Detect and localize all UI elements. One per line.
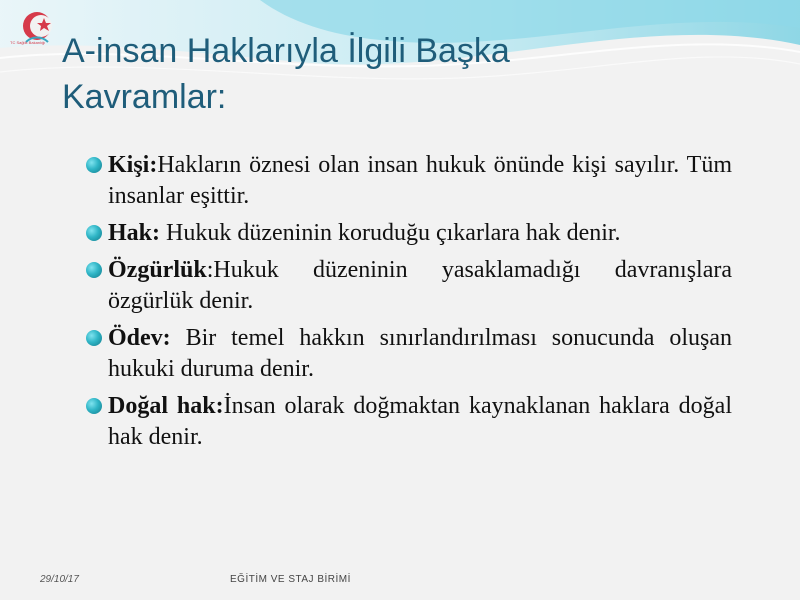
item-text: İnsan olarak doğmaktan kaynaklanan haklara doğal hak denir. [108, 393, 732, 450]
bullet-list [84, 150, 732, 459]
item-text: :Hukuk düzeninin yasaklamadığı davranışlara özgürlük denir. [108, 257, 732, 314]
list-item [84, 218, 732, 249]
item-term: Kişi: [108, 152, 158, 178]
list-item [84, 391, 732, 453]
logo-caption: TC Sağlık Bakanlığı [10, 40, 46, 45]
slide-title [62, 28, 762, 120]
item-text: Hukuk düzeninin koruduğu çıkarlara hak denir. [160, 220, 621, 246]
ministry-crescent-star-logo-icon [14, 6, 60, 66]
item-term: Özgürlük [108, 257, 207, 283]
item-term: Doğal hak: [108, 393, 224, 419]
teal-sphere-bullet-icon [86, 330, 102, 346]
item-term: Hak: [108, 220, 161, 246]
title-line-1: A-insan Haklarıyla İlgili Başka [62, 32, 510, 70]
list-item [84, 150, 732, 212]
title-line-2: Kavramlar: [62, 78, 227, 116]
teal-sphere-bullet-icon [86, 262, 102, 278]
list-item [84, 255, 732, 317]
list-item [84, 323, 732, 385]
item-term: Ödev: [108, 325, 171, 351]
item-text: Hakların öznesi olan insan hukuk önünde kişi sayılır. Tüm insanlar eşittir. [108, 152, 732, 209]
footer-date: 29/10/17 [40, 574, 79, 585]
teal-sphere-bullet-icon [86, 157, 102, 173]
footer-unit: EĞİTİM VE STAJ BİRİMİ [230, 574, 351, 585]
item-text: Bir temel hakkın sınırlandırılması sonucunda oluşan hukuki duruma denir. [108, 325, 732, 382]
teal-sphere-bullet-icon [86, 225, 102, 241]
teal-sphere-bullet-icon [86, 398, 102, 414]
